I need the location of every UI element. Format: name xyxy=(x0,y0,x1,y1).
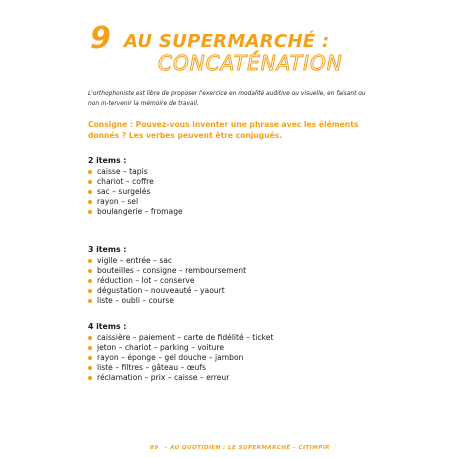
list-item xyxy=(88,373,388,383)
list-item-text: rayon – éponge – gel douche – jambon xyxy=(97,352,244,362)
bullet-icon xyxy=(88,346,92,350)
list-item xyxy=(88,197,388,207)
list-item-text: réduction – lot – conserve xyxy=(97,275,195,285)
list-item-text: dégustation – nouveauté – yaourt xyxy=(97,286,225,296)
bullet-icon xyxy=(88,289,92,293)
list-item xyxy=(88,266,388,276)
list-item-text: vigile – entrée – sac xyxy=(97,255,173,265)
page-number: 89 xyxy=(150,445,159,451)
bullet-icon xyxy=(88,200,92,204)
section-title: 2 items : xyxy=(88,156,127,165)
bullet-icon xyxy=(88,376,92,380)
bullet-icon xyxy=(88,180,92,184)
intro-paragraph: L'orthophoniste est libre de proposer l'exercice en modalité auditive ou visuelle, en faisant ou non in-tervenir la mémoire de travail. xyxy=(88,91,366,107)
list-item xyxy=(88,343,388,353)
bullet-icon xyxy=(88,210,92,214)
list-item-text: bouteilles – consigne – remboursement xyxy=(97,265,247,275)
bullet-icon xyxy=(88,259,92,263)
list-item-text: caissière – paiement – carte de fidélité – ticket xyxy=(97,332,274,342)
bullet-icon xyxy=(88,279,92,283)
list-item-text: réclamation – prix – caisse – erreur xyxy=(97,373,230,383)
list-item xyxy=(88,207,388,217)
chapter-number: 9 xyxy=(90,21,111,56)
list-item xyxy=(88,286,388,296)
section-title: 4 items : xyxy=(88,322,127,331)
list-item xyxy=(88,363,388,373)
list-item xyxy=(88,256,388,266)
item-list xyxy=(88,167,388,218)
instruction-text: Consigne : Pouvez-vous inventer une phrase avec les éléments donnés ? Les verbes peuvent être conjugués. xyxy=(88,120,359,140)
list-item-text: sac – surgelés xyxy=(97,186,151,196)
list-item-text: jeton – chariot – parking – voiture xyxy=(97,342,224,352)
section-3-items xyxy=(88,244,388,307)
bullet-icon xyxy=(88,299,92,303)
bullet-icon xyxy=(88,269,92,273)
section-2-items xyxy=(88,155,388,218)
running-footer-text: – AU QUOTIDIEN : LE SUPERMARCHÉ – CITIMPIR xyxy=(164,445,330,451)
list-item xyxy=(88,353,388,363)
item-list xyxy=(88,256,388,307)
list-item-text: liste – oubli – course xyxy=(97,296,174,306)
item-list xyxy=(88,333,388,384)
section-title: 3 items : xyxy=(88,245,127,254)
list-item xyxy=(88,167,388,177)
bullet-icon xyxy=(88,190,92,194)
list-item xyxy=(88,187,388,197)
bullet-icon xyxy=(88,356,92,360)
chapter-subtitle: CONCATÉNATION xyxy=(158,51,343,75)
bullet-icon xyxy=(88,170,92,174)
list-item xyxy=(88,333,388,343)
bullet-icon xyxy=(88,366,92,370)
list-item xyxy=(88,276,388,286)
page-footer xyxy=(150,445,330,452)
chapter-title: AU SUPERMARCHÉ : xyxy=(124,31,330,52)
list-item-text: chariot – coffre xyxy=(97,176,154,186)
list-item xyxy=(88,296,388,306)
list-item xyxy=(88,177,388,187)
bullet-icon xyxy=(88,336,92,340)
list-item-text: caisse – tapis xyxy=(97,166,148,176)
list-item-text: rayon – sel xyxy=(97,197,139,207)
list-item-text: liste – filtres – gâteau – œufs xyxy=(97,363,206,373)
list-item-text: boulangerie – fromage xyxy=(97,207,183,217)
section-4-items xyxy=(88,321,388,384)
